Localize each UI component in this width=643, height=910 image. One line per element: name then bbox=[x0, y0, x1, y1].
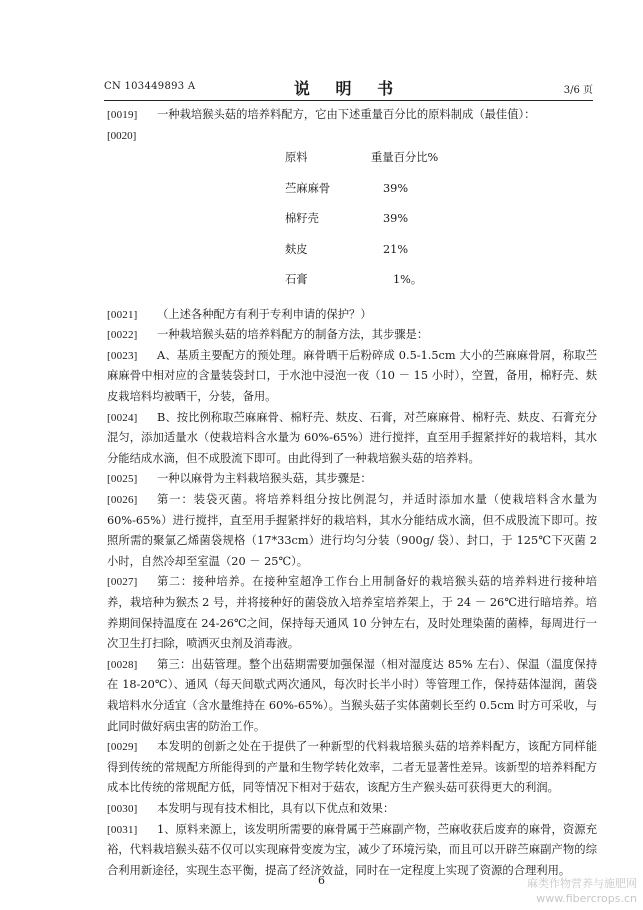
recipe-ingredient: 麸皮 bbox=[285, 242, 308, 256]
paragraph-0030 bbox=[107, 799, 597, 820]
paragraph-text: 第二：接种培养。在接种室超净工作台上用制备好的栽培猴头菇的培养料进行接种培养，栽培种为猴杰 2 号，并将接种好的菌袋放入培养室培养架上，于 24 － 26℃进行暗培养。培养期间保持温度在 24-26℃之间，保持每天通风 10 分钟左右，及时处理染菌的菌棒，每周进行一次卫生打扫除，喷洒灭虫剂及消毒液。 bbox=[107, 575, 597, 651]
paragraph-0022 bbox=[107, 325, 597, 346]
paragraph-0019 bbox=[107, 105, 597, 126]
page-of-indicator: 3/6 页 bbox=[563, 85, 593, 96]
recipe-row bbox=[285, 270, 505, 301]
paragraph-tag: [0020] bbox=[107, 129, 137, 142]
paragraph-text: 一种栽培猴头菇的培养料配方，它由下述重量百分比的原料制成（最佳值）： bbox=[157, 108, 536, 121]
watermark-line-1: 麻类作物营养与施肥网 bbox=[527, 877, 637, 890]
paragraph-text: 一种以麻骨为主料栽培猴头菇，其步骤是： bbox=[157, 472, 372, 486]
document-body bbox=[107, 105, 597, 881]
paragraph-tag: [0030] bbox=[107, 802, 138, 815]
paragraph-tag: [0022] bbox=[107, 329, 138, 342]
paragraph-tag: [0029] bbox=[107, 741, 138, 754]
recipe-percentage: 21% bbox=[383, 242, 409, 256]
paragraph-0024 bbox=[107, 408, 597, 470]
recipe-row bbox=[285, 240, 505, 271]
paragraph-text: 第三：出菇管理。整个出菇期需要加强保湿（相对湿度达 85% 左右）、保温（温度保持在 18-20℃）、通风（每天间歇式两次通风，每次时长半小时）等管理工作，保持菇体湿润，菌袋栽培料水分适宜（含水量维持在 60%-65%）。当猴头菇子实体菌刺长至约 0.5cm 时方可采收，与此同时做好病虫害的防治工作。 bbox=[107, 657, 597, 733]
recipe-ingredient: 石膏 bbox=[285, 273, 308, 287]
recipe-table bbox=[285, 148, 505, 301]
paragraph-tag: [0024] bbox=[107, 411, 138, 424]
page-number: 6 bbox=[318, 874, 325, 887]
paragraph-text: （上述各种配方有利于专利申请的保护？） bbox=[157, 307, 372, 321]
paragraph-text: 1、原料来源上，该发明所需要的麻骨属于苎麻副产物，苎麻收获后废弃的麻骨，资源充裕，代料栽培猴头菇不仅可以实现麻骨变废为宝，减少了环境污染，而且可以开辟苎麻副产物的综合利用新途径，实现生态平衡，提高了经济效益，同时在一定程度上实现了资源的合理利用。 bbox=[107, 822, 597, 877]
paragraph-text: 本发明的创新之处在于提供了一种新型的代料栽培猴头菇的培养料配方，该配方同样能得到传统的常规配方所能得到的产量和生物学转化效率，二者无显著性差异。该新型的培养料配方成本比传统的常规配方低，同等情况下相对于菇农，该配方生产猴头菇可获得更大的利润。 bbox=[107, 740, 597, 795]
site-watermark bbox=[527, 876, 637, 906]
recipe-percentage: 1%。 bbox=[393, 273, 423, 287]
recipe-header-row bbox=[285, 148, 505, 179]
paragraph-tag: [0025] bbox=[107, 473, 138, 486]
recipe-row bbox=[285, 179, 505, 210]
paragraph-text: 本发明与现有技术相比，具有以下优点和效果： bbox=[157, 801, 395, 815]
paragraph-text: 第一：装袋灭菌。将培养料组分按比例混匀，并适时添加水量（使栽培料含水量为 60%-65%）进行搅拌，直至用手握紧拌好的栽培料，其水分能结成水滴，但不成股流下即可。按照所需的聚氯乙烯菌袋规格（17*33cm）进行均匀分装（900g/ 袋）、封口，于 125℃下灭菌 2 小时，自然冷却至室温（20 － 25℃）。 bbox=[107, 493, 597, 568]
paragraph-tag: [0019] bbox=[107, 109, 138, 121]
recipe-ingredient: 棉籽壳 bbox=[285, 212, 319, 226]
paragraph-0020 bbox=[107, 126, 597, 147]
paragraph-tag: [0027] bbox=[107, 576, 138, 589]
paragraph-0021 bbox=[107, 305, 597, 326]
paragraph-tag: [0028] bbox=[107, 658, 138, 671]
recipe-percentage: 39% bbox=[383, 212, 409, 226]
recipe-ingredient: 苎麻麻骨 bbox=[285, 181, 331, 195]
paragraph-0029 bbox=[107, 737, 597, 799]
recipe-row bbox=[285, 209, 505, 240]
watermark-line-2: www.fibercrops.cn bbox=[536, 892, 637, 905]
paragraph-0031 bbox=[107, 820, 597, 882]
paragraph-text: A、基质主要配方的预处理。麻骨晒干后粉碎成 0.5-1.5cm 大小的苎麻麻骨屑，称取苎麻麻骨中相对应的含量装袋封口，于水池中浸泡一夜（10 － 15 小时），空置，备用，棉籽壳、麸皮栽培料均被晒干，分装，备用。 bbox=[107, 348, 597, 404]
paragraph-0028 bbox=[107, 655, 597, 737]
page-header bbox=[104, 76, 593, 98]
header-rule bbox=[104, 100, 593, 101]
paragraph-0027 bbox=[107, 572, 597, 654]
recipe-header-value: 重量百分比% bbox=[371, 151, 439, 165]
paragraph-text: 一种栽培猴头菇的培养料配方的制备方法，其步骤是： bbox=[157, 328, 429, 342]
recipe-percentage: 39% bbox=[383, 181, 409, 195]
paragraph-0026 bbox=[107, 490, 597, 572]
paragraph-tag: [0031] bbox=[107, 823, 138, 836]
paragraph-text: B、按比例称取苎麻麻骨、棉籽壳、麸皮、石膏，对苎麻麻骨、棉籽壳、麸皮、石膏充分混匀，添加适量水（使栽培料含水量为 60%-65%）进行搅拌，直至用手握紧拌好的栽培料，其水分能结成水滴，但不成股流下即可。由此得到了一种栽培猴头菇的培养料。 bbox=[107, 410, 597, 465]
paragraph-tag: [0021] bbox=[107, 308, 138, 321]
paragraph-tag: [0026] bbox=[107, 494, 138, 507]
paragraph-tag: [0023] bbox=[107, 349, 138, 362]
paragraph-0025 bbox=[107, 469, 597, 490]
patent-number: CN 103449893 A bbox=[104, 81, 196, 92]
recipe-header-name: 原料 bbox=[285, 151, 308, 165]
paragraph-0023 bbox=[107, 346, 597, 408]
document-title: 说 明 书 bbox=[293, 79, 404, 98]
